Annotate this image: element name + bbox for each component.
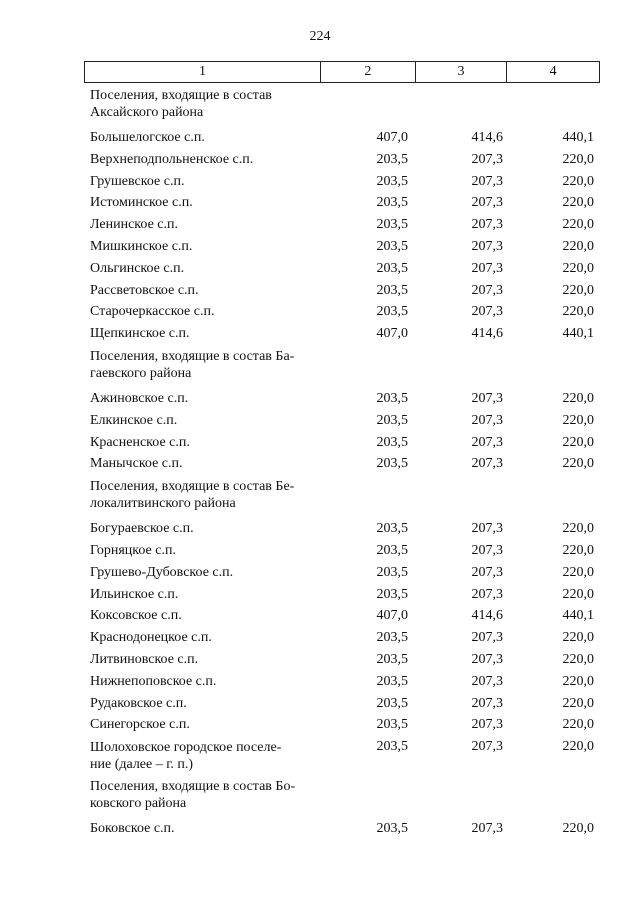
value-col-3: 207,3 [471,651,503,667]
value-col-4: 220,0 [562,695,594,711]
group-heading-line: Поселения, входящие в состав Бе- [90,479,295,495]
settlement-name-line: ние (далее – г. п.) [90,757,194,773]
settlement-name: Щепкинское с.п. [90,326,190,342]
table-row [90,388,600,410]
value-col-4: 220,0 [562,456,594,472]
settlement-name: Рудаковское с.п. [90,695,187,711]
table-header-row [84,61,600,83]
settlement-name: Синегорское с.п. [90,717,190,733]
group-heading-line: ковского района [90,796,187,812]
value-col-4: 220,0 [562,651,594,667]
value-col-3: 414,6 [471,326,503,342]
table-row [90,518,600,540]
settlement-name: Манычское с.п. [90,456,183,472]
value-col-3: 207,3 [471,238,503,254]
value-col-2: 203,5 [376,151,408,167]
table-row [90,236,600,258]
table-row [90,192,600,214]
value-col-2: 203,5 [376,217,408,233]
table-row [90,649,600,671]
value-col-3: 207,3 [471,521,503,537]
group-heading [90,478,318,512]
value-col-3: 207,3 [471,412,503,428]
value-col-3: 207,3 [471,739,503,755]
page-number: 224 [309,29,331,44]
table-row [90,736,600,775]
group-heading-row [90,775,600,818]
value-col-3: 207,3 [471,282,503,298]
table-row [90,714,600,736]
value-col-3: 414,6 [471,130,503,145]
value-col-3: 207,3 [471,630,503,646]
value-col-4: 220,0 [562,521,594,537]
value-col-2: 203,5 [376,651,408,667]
column-header-2: 2 [320,62,415,82]
table-row [90,627,600,649]
value-col-4: 220,0 [562,434,594,450]
table-row [90,149,600,171]
settlement-name: Ленинское с.п. [90,217,178,233]
value-col-2: 203,5 [376,412,408,428]
value-col-4: 220,0 [562,173,594,189]
value-col-3: 207,3 [471,260,503,276]
value-col-3: 207,3 [471,151,503,167]
group-heading-row [90,475,600,518]
settlement-name: Краснодонецкое с.п. [90,630,212,646]
value-col-4: 220,0 [562,412,594,428]
settlement-name-line: Шолоховское городское поселе- [90,740,282,756]
value-col-3: 414,6 [471,608,503,624]
settlement-name: Ольгинское с.п. [90,260,185,276]
table-row [90,258,600,280]
value-col-3: 207,3 [471,673,503,689]
table-row [90,214,600,236]
value-col-3: 207,3 [471,390,503,406]
value-col-2: 203,5 [376,434,408,450]
settlement-name: Литвиновское с.п. [90,651,199,667]
group-heading [90,778,318,812]
value-col-2: 203,5 [376,586,408,602]
settlement-name: Ажиновское с.п. [90,390,189,406]
settlement-name: Коксовское с.п. [90,608,182,624]
value-col-3: 207,3 [471,195,503,211]
settlement-name: Грушево-Дубовское с.п. [90,564,234,580]
settlement-name: Старочеркасское с.п. [90,304,215,320]
value-col-3: 207,3 [471,542,503,558]
group-heading-row [90,345,600,388]
value-col-2: 203,5 [376,564,408,580]
column-header-3: 3 [415,62,507,82]
table-row [90,584,600,606]
value-col-4: 220,0 [562,542,594,558]
settlement-name: Большелогское с.п. [90,130,205,145]
settlement-name: Елкинское с.п. [90,412,178,428]
group-heading-line: гаевского района [90,365,192,381]
value-col-4: 440,1 [562,608,594,624]
settlement-name: Истоминское с.п. [90,195,193,211]
table-row [90,605,600,627]
table-body [90,84,600,840]
settlement-name: Верхнеподпольненское с.п. [90,151,254,167]
settlement-name [90,739,318,773]
table-row [90,171,600,193]
value-col-2: 203,5 [376,282,408,298]
value-col-2: 203,5 [376,695,408,711]
value-col-3: 207,3 [471,217,503,233]
value-col-4: 220,0 [562,238,594,254]
value-col-3: 207,3 [471,173,503,189]
settlement-name: Ильинское с.п. [90,586,179,602]
value-col-2: 203,5 [376,456,408,472]
value-col-3: 207,3 [471,695,503,711]
value-col-4: 440,1 [562,326,594,342]
table-row [90,453,600,475]
settlement-name: Нижнепоповское с.п. [90,673,217,689]
value-col-2: 203,5 [376,238,408,254]
table-row [90,693,600,715]
value-col-4: 220,0 [562,821,594,837]
value-col-4: 440,1 [562,130,594,145]
value-col-2: 203,5 [376,630,408,646]
value-col-3: 207,3 [471,304,503,320]
value-col-4: 220,0 [562,304,594,320]
table-row [90,818,600,840]
group-heading-line: Поселения, входящие в состав Ба- [90,348,295,364]
group-heading-line: Поселения, входящие в состав [90,88,272,103]
value-col-2: 203,5 [376,304,408,320]
value-col-2: 203,5 [376,173,408,189]
value-col-2: 407,0 [376,130,408,145]
settlement-name: Красненское с.п. [90,434,190,450]
group-heading-line: Аксайского района [90,105,204,120]
table-row [90,540,600,562]
value-col-4: 220,0 [562,151,594,167]
group-heading [90,348,318,382]
value-col-2: 203,5 [376,821,408,837]
value-col-2: 203,5 [376,542,408,558]
value-col-4: 220,0 [562,282,594,298]
value-col-4: 220,0 [562,260,594,276]
value-col-4: 220,0 [562,564,594,580]
value-col-2: 203,5 [376,390,408,406]
value-col-3: 207,3 [471,586,503,602]
table-row [90,410,600,432]
table-row [90,127,600,149]
value-col-3: 207,3 [471,434,503,450]
table-row [90,323,600,345]
group-heading-row [90,84,600,127]
table-row [90,432,600,454]
table-row [90,280,600,302]
value-col-2: 203,5 [376,521,408,537]
value-col-4: 220,0 [562,673,594,689]
value-col-2: 203,5 [376,717,408,733]
value-col-3: 207,3 [471,717,503,733]
value-col-4: 220,0 [562,390,594,406]
value-col-2: 203,5 [376,195,408,211]
settlement-name: Богураевское с.п. [90,521,194,537]
value-col-3: 207,3 [471,456,503,472]
settlement-name: Рассветовское с.п. [90,282,199,298]
group-heading-line: локалитвинского района [90,496,236,512]
group-heading [90,87,318,121]
value-col-4: 220,0 [562,739,594,755]
value-col-2: 203,5 [376,739,408,755]
settlement-name: Горняцкое с.п. [90,542,176,558]
value-col-3: 207,3 [471,821,503,837]
group-heading-line: Поселения, входящие в состав Бо- [90,779,296,795]
table-row [90,562,600,584]
value-col-4: 220,0 [562,217,594,233]
value-col-2: 407,0 [376,326,408,342]
value-col-2: 407,0 [376,608,408,624]
settlement-name: Мишкинское с.п. [90,238,193,254]
column-header-4: 4 [506,62,599,82]
value-col-4: 220,0 [562,195,594,211]
table-row [90,301,600,323]
value-col-3: 207,3 [471,564,503,580]
value-col-4: 220,0 [562,586,594,602]
value-col-4: 220,0 [562,717,594,733]
settlement-name: Грушевское с.п. [90,173,185,189]
settlement-name: Боковское с.п. [90,821,175,837]
table-row [90,671,600,693]
value-col-2: 203,5 [376,260,408,276]
value-col-2: 203,5 [376,673,408,689]
column-header-1: 1 [199,64,207,79]
value-col-4: 220,0 [562,630,594,646]
